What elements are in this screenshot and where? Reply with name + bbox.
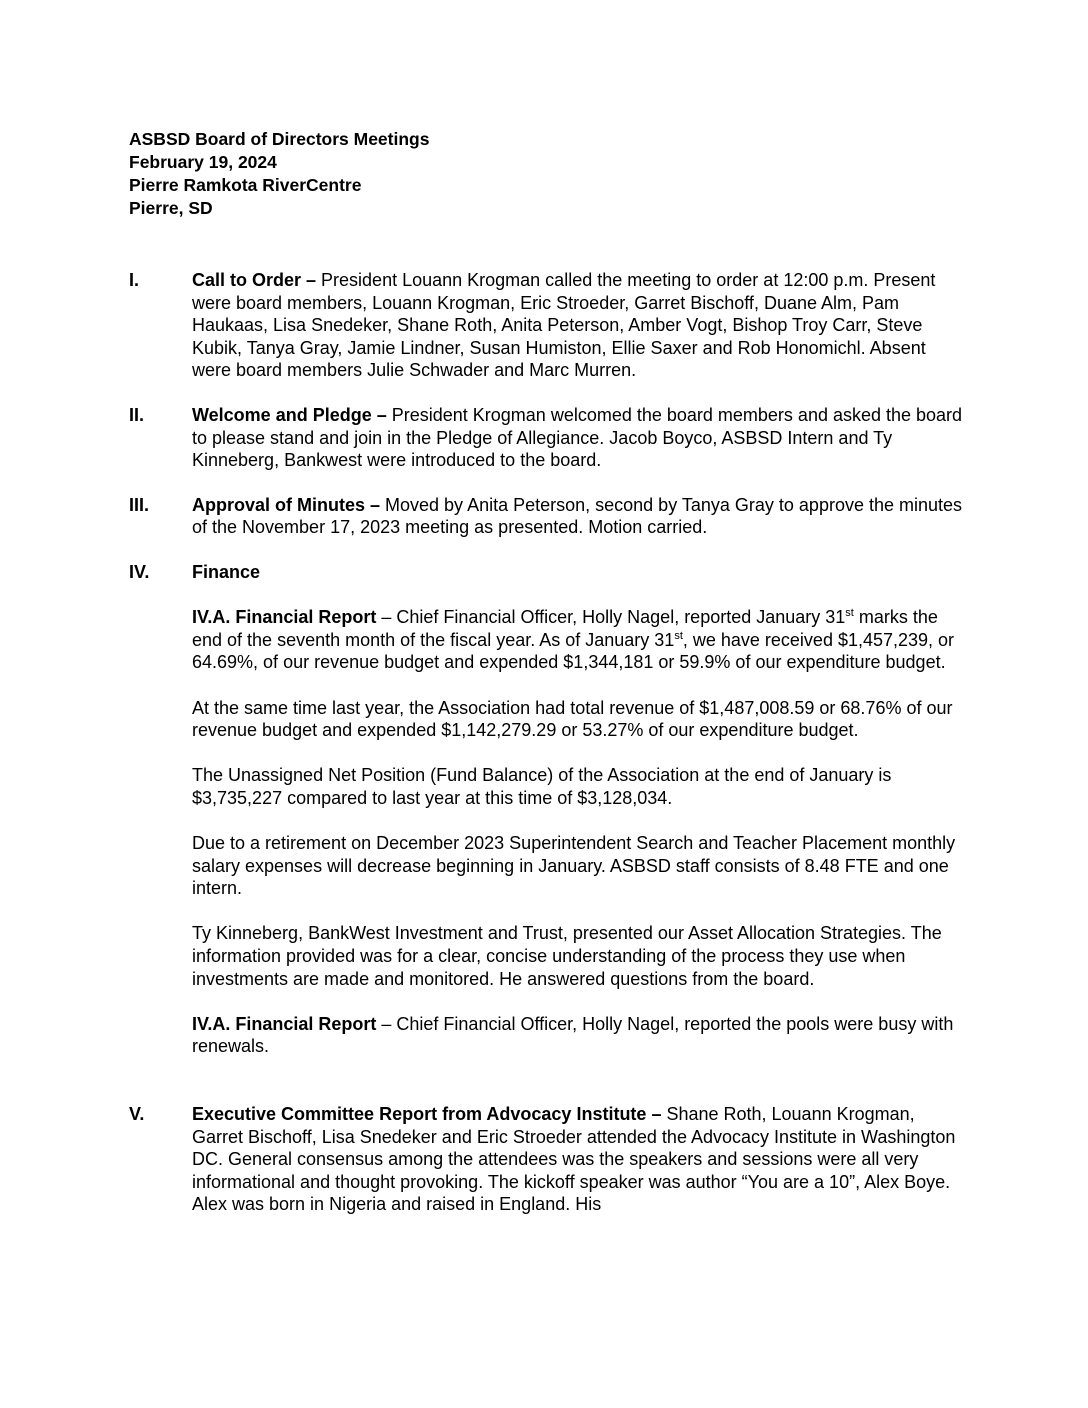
section-heading: Welcome and Pledge – bbox=[192, 404, 387, 425]
pools-text: – Chief Financial Officer, Holly Nagel, reported the pools were busy with renewals. bbox=[192, 1013, 954, 1057]
financial-text-b: marks the end of the seventh month of the fiscal year. As of January 31 bbox=[192, 607, 938, 650]
pools-report-paragraph bbox=[192, 1013, 969, 1058]
ordinal-suffix: st bbox=[674, 629, 683, 642]
section-text: Shane Roth, Louann Krogman, Garret Bischoff, Lisa Snedeker and Eric Stroeder attended the Advocacy Institute in Washington DC. General consensus among the attendees was the speakers and sessions were all very informational and thought provoking. The kickoff speaker was author “You are a 10”, Alex Boye. Alex was born in Nigeria and raised in England. His bbox=[192, 1104, 956, 1215]
minutes-sections bbox=[129, 269, 969, 1238]
section-numeral: II. bbox=[129, 404, 145, 425]
section-content bbox=[192, 1103, 969, 1216]
section-heading: Finance bbox=[192, 561, 261, 582]
subsection-heading: IV.A. Financial Report bbox=[192, 1013, 377, 1034]
section-text: Moved by Anita Peterson, second by Tanya Gray to approve the minutes of the November 17, 2023 meeting as presented. Motion carried. bbox=[192, 494, 963, 538]
header-venue: Pierre Ramkota RiverCentre bbox=[129, 175, 362, 195]
section-heading: Call to Order – bbox=[192, 270, 317, 290]
section-numeral: IV. bbox=[129, 561, 150, 582]
section-call-to-order bbox=[129, 269, 969, 382]
section-content bbox=[192, 269, 969, 382]
section-content bbox=[192, 561, 969, 1058]
section-numeral: I. bbox=[129, 270, 140, 290]
section-paragraph bbox=[192, 404, 969, 472]
section-content bbox=[192, 494, 969, 539]
financial-report-paragraph bbox=[192, 606, 969, 674]
financial-text-a: – Chief Financial Officer, Holly Nagel, reported January 31 bbox=[376, 607, 846, 628]
ordinal-suffix: st bbox=[845, 607, 854, 620]
section-text: President Louann Krogman called the meeting to order at 12:00 p.m. Present were board members, Louann Krogman, Eric Stroeder, Garret Bischoff, Duane Alm, Pam Haukaas, Lisa Snedeker, Shane Roth, Anita Peterson, Amber Vogt, Bishop Troy Carr, Steve Kubik, Tanya Gray, Jamie Lindner, Susan Humiston, Ellie Saxer and Rob Honomichl. Absent were board members Julie Schwader and Marc Murren. bbox=[192, 270, 936, 381]
section-paragraph bbox=[192, 1103, 969, 1216]
asset-allocation-paragraph: Ty Kinneberg, BankWest Investment and Trust, presented our Asset Allocation Strategies. The information provided was for a clear, concise understanding of the process they use when investments are made and monitored. He answered questions from the board. bbox=[192, 923, 942, 989]
section-text: President Krogman welcomed the board members and asked the board to please stand and join in the Pledge of Allegiance. Jacob Boyco, ASBSD Intern and Ty Kinneberg, Bankwest were introduced to the board. bbox=[192, 404, 963, 471]
section-paragraph bbox=[192, 494, 969, 539]
header-date: February 19, 2024 bbox=[129, 152, 277, 172]
section-paragraph bbox=[192, 269, 969, 382]
fund-balance-paragraph: The Unassigned Net Position (Fund Balance) of the Association at the end of January is $3,735,227 compared to last year at this time of $3,128,034. bbox=[192, 765, 892, 808]
section-numeral: III. bbox=[129, 494, 150, 515]
section-numeral: V. bbox=[129, 1104, 145, 1124]
header-location: Pierre, SD bbox=[129, 198, 213, 218]
section-executive-committee bbox=[129, 1103, 969, 1216]
section-finance bbox=[129, 561, 969, 1058]
prior-year-paragraph: At the same time last year, the Association had total revenue of $1,487,008.59 or 68.76% of our revenue budget and expended $1,142,279.29 or 53.27% of our expenditure budget. bbox=[192, 697, 953, 741]
financial-text-c: , we have received $1,457,239, or 64.69%, of our revenue budget and expended $1,344,181 or 59.9% of our expenditure budget. bbox=[192, 629, 955, 673]
header-title: ASBSD Board of Directors Meetings bbox=[129, 129, 430, 149]
section-content bbox=[192, 404, 969, 472]
staffing-paragraph: Due to a retirement on December 2023 Superintendent Search and Teacher Placement monthly salary expenses will decrease beginning in January. ASBSD staff consists of 8.48 FTE and one intern. bbox=[192, 833, 956, 899]
section-approval-minutes bbox=[129, 494, 969, 539]
subsection-heading: IV.A. Financial Report bbox=[192, 607, 377, 628]
section-heading: Approval of Minutes – bbox=[192, 494, 381, 515]
section-welcome-pledge bbox=[129, 404, 969, 472]
section-heading: Executive Committee Report from Advocacy Institute – bbox=[192, 1104, 662, 1124]
document-header bbox=[129, 128, 429, 220]
